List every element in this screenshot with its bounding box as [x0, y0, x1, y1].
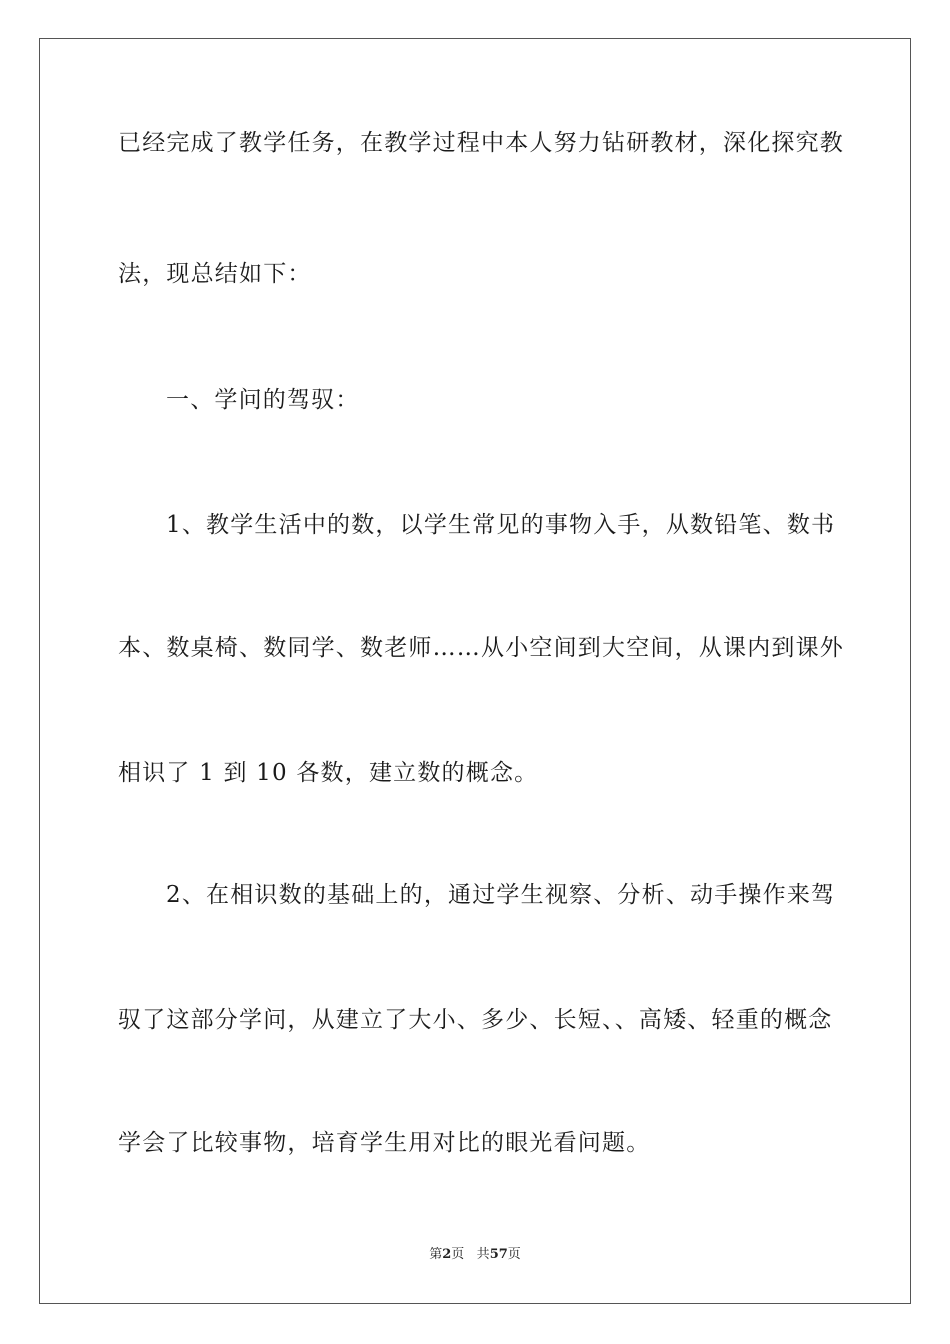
- page-prefix: 第: [429, 1247, 443, 1262]
- paragraph-line: 学会了比较事物，培育学生用对比的眼光看问题。: [118, 1130, 651, 1156]
- paragraph-line: 驭了这部分学问，从建立了大小、多少、长短、、高矮、轻重的概念: [118, 1007, 833, 1033]
- page-number: 2: [442, 1247, 452, 1262]
- paragraph-line: 法，现总结如下：: [118, 261, 312, 287]
- total-pages: 57: [489, 1247, 508, 1262]
- paragraph-line: 2、在相识数的基础上的，通过学生视察、分析、动手操作来驾: [166, 882, 836, 908]
- page-frame: [39, 38, 911, 1304]
- paragraph-line: 本、数桌椅、数同学、数老师……从小空间到大空间，从课内到课外: [118, 635, 844, 661]
- paragraph-line: 已经完成了教学任务，在教学过程中本人努力钻研教材，深化探究教: [118, 130, 844, 156]
- page-suffix: 页: [451, 1247, 465, 1262]
- paragraph-line: 相识了 1 到 10 各数，建立数的概念。: [118, 760, 539, 786]
- total-suffix: 页: [507, 1247, 521, 1262]
- total-prefix: 共: [476, 1247, 490, 1262]
- paragraph-line: 1、教学生活中的数，以学生常见的事物入手，从数铅笔、数书: [166, 512, 836, 538]
- section-heading: 一、学问的驾驭：: [166, 387, 360, 413]
- page-footer: [0, 1247, 950, 1263]
